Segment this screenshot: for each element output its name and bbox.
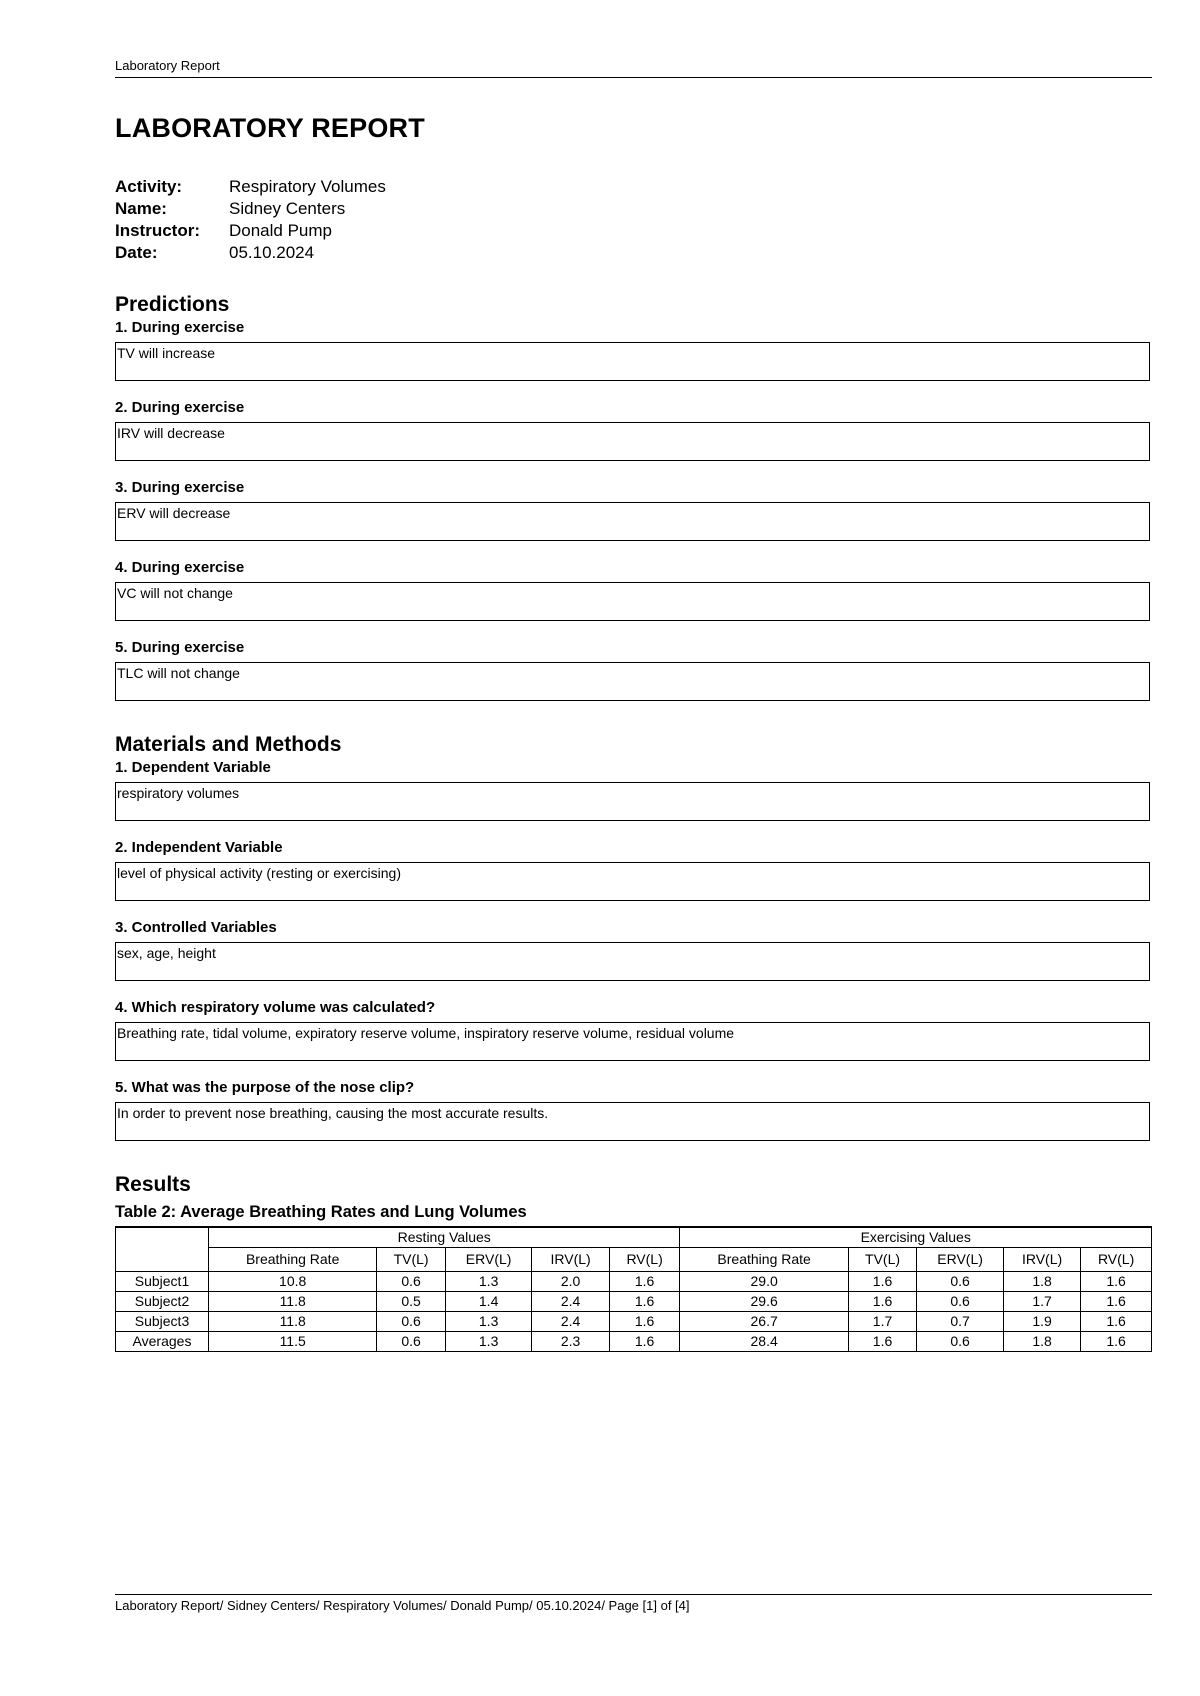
- table-cell: 1.7: [1003, 1292, 1080, 1312]
- table-cell: 1.3: [445, 1312, 532, 1332]
- footer-divider: [115, 1594, 1152, 1595]
- table-cell: 11.5: [209, 1332, 377, 1352]
- meta-date-value: 05.10.2024: [229, 243, 315, 262]
- method-4-label: 4. Which respiratory volume was calculated?: [115, 999, 436, 1016]
- running-header: Laboratory Report: [115, 58, 220, 73]
- meta-name-row: [115, 198, 386, 220]
- method-5-label: 5. What was the purpose of the nose clip?: [115, 1079, 415, 1096]
- table-corner-cell: [116, 1227, 209, 1272]
- prediction-3-answer[interactable]: ERV will decrease: [115, 502, 1150, 541]
- column-header: RV(L): [609, 1248, 680, 1272]
- table-cell: 1.4: [445, 1292, 532, 1312]
- meta-activity-value: Respiratory Volumes: [229, 177, 386, 196]
- table-cell: 1.6: [609, 1332, 680, 1352]
- prediction-4-answer[interactable]: VC will not change: [115, 582, 1150, 621]
- table-cell: 1.3: [445, 1332, 532, 1352]
- table-cell: 1.6: [609, 1312, 680, 1332]
- table-cell: 1.6: [609, 1292, 680, 1312]
- meta-instructor-row: [115, 220, 386, 242]
- exercising-values-header: Exercising Values: [680, 1227, 1152, 1248]
- report-meta: [115, 176, 386, 264]
- predictions-heading: Predictions: [115, 293, 230, 316]
- prediction-2-label: 2. During exercise: [115, 399, 245, 416]
- meta-activity-row: [115, 176, 386, 198]
- table-group-header-row: [116, 1227, 1152, 1248]
- table-cell: 1.3: [445, 1272, 532, 1292]
- table-cell: 1.6: [848, 1292, 916, 1312]
- method-2-label: 2. Independent Variable: [115, 839, 283, 856]
- table-row: [116, 1312, 1152, 1332]
- row-label: Averages: [116, 1332, 209, 1352]
- prediction-5-answer[interactable]: TLC will not change: [115, 662, 1150, 701]
- table-cell: 0.6: [917, 1292, 1004, 1312]
- table-cell: 1.7: [848, 1312, 916, 1332]
- row-label: Subject1: [116, 1272, 209, 1292]
- column-header: ERV(L): [445, 1248, 532, 1272]
- method-2-answer[interactable]: level of physical activity (resting or exercising): [115, 862, 1150, 901]
- table-cell: 1.6: [1081, 1332, 1152, 1352]
- table-cell: 0.6: [377, 1332, 445, 1352]
- table-cell: 0.7: [917, 1312, 1004, 1332]
- column-header: Breathing Rate: [209, 1248, 377, 1272]
- results-heading: Results: [115, 1173, 191, 1196]
- row-label: Subject2: [116, 1292, 209, 1312]
- meta-instructor-value: Donald Pump: [229, 221, 333, 240]
- column-header: TV(L): [848, 1248, 916, 1272]
- prediction-1-label: 1. During exercise: [115, 319, 245, 336]
- methods-heading: Materials and Methods: [115, 733, 342, 756]
- table-cell: 10.8: [209, 1272, 377, 1292]
- meta-instructor-label: Instructor:: [115, 221, 200, 240]
- column-header: IRV(L): [1003, 1248, 1080, 1272]
- table-row: [116, 1292, 1152, 1312]
- method-3-answer[interactable]: sex, age, height: [115, 942, 1150, 981]
- method-1-label: 1. Dependent Variable: [115, 759, 271, 776]
- prediction-4-label: 4. During exercise: [115, 559, 245, 576]
- table-cell: 0.6: [377, 1272, 445, 1292]
- table-cell: 29.0: [680, 1272, 848, 1292]
- table-row: [116, 1272, 1152, 1292]
- column-header: ERV(L): [917, 1248, 1004, 1272]
- table-cell: 1.6: [609, 1272, 680, 1292]
- table-cell: 0.5: [377, 1292, 445, 1312]
- table-cell: 0.6: [917, 1272, 1004, 1292]
- table-cell: 1.6: [1081, 1312, 1152, 1332]
- meta-name-label: Name:: [115, 199, 167, 218]
- table-cell: 0.6: [377, 1312, 445, 1332]
- table-cell: 1.8: [1003, 1272, 1080, 1292]
- table-cell: 2.4: [532, 1292, 609, 1312]
- table-cell: 1.6: [1081, 1272, 1152, 1292]
- table-cell: 1.9: [1003, 1312, 1080, 1332]
- method-4-answer[interactable]: Breathing rate, tidal volume, expiratory reserve volume, inspiratory reserve volume, residual volume: [115, 1022, 1150, 1061]
- page-footer: Laboratory Report/ Sidney Centers/ Respiratory Volumes/ Donald Pump/ 05.10.2024/ Page [1] of [4]: [115, 1598, 690, 1613]
- table-cell: 0.6: [917, 1332, 1004, 1352]
- column-header: RV(L): [1081, 1248, 1152, 1272]
- table-title: Table 2: Average Breathing Rates and Lung Volumes: [115, 1203, 527, 1221]
- meta-date-row: [115, 242, 386, 264]
- table-cell: 28.4: [680, 1332, 848, 1352]
- table-cell: 2.0: [532, 1272, 609, 1292]
- table-cell: 1.6: [848, 1272, 916, 1292]
- resting-values-header: Resting Values: [209, 1227, 680, 1248]
- table-cell: 11.8: [209, 1292, 377, 1312]
- prediction-3-label: 3. During exercise: [115, 479, 245, 496]
- table-cell: 11.8: [209, 1312, 377, 1332]
- row-label: Subject3: [116, 1312, 209, 1332]
- meta-name-value: Sidney Centers: [229, 199, 346, 218]
- table-column-header-row: [116, 1248, 1152, 1272]
- table-cell: 26.7: [680, 1312, 848, 1332]
- prediction-5-label: 5. During exercise: [115, 639, 245, 656]
- table-cell: 1.6: [1081, 1292, 1152, 1312]
- page-title: LABORATORY REPORT: [115, 113, 425, 143]
- table-cell: 2.4: [532, 1312, 609, 1332]
- table-cell: 2.3: [532, 1332, 609, 1352]
- table-cell: 29.6: [680, 1292, 848, 1312]
- table-row-averages: [116, 1332, 1152, 1352]
- method-5-answer[interactable]: In order to prevent nose breathing, causing the most accurate results.: [115, 1102, 1150, 1141]
- column-header: Breathing Rate: [680, 1248, 848, 1272]
- column-header: TV(L): [377, 1248, 445, 1272]
- method-1-answer[interactable]: respiratory volumes: [115, 782, 1150, 821]
- prediction-1-answer[interactable]: TV will increase: [115, 342, 1150, 381]
- header-divider: [115, 77, 1152, 78]
- method-3-label: 3. Controlled Variables: [115, 919, 277, 936]
- meta-date-label: Date:: [115, 243, 158, 262]
- prediction-2-answer[interactable]: IRV will decrease: [115, 422, 1150, 461]
- meta-activity-label: Activity:: [115, 177, 183, 196]
- column-header: IRV(L): [532, 1248, 609, 1272]
- table-cell: 1.6: [848, 1332, 916, 1352]
- results-table: [115, 1226, 1152, 1352]
- table-cell: 1.8: [1003, 1332, 1080, 1352]
